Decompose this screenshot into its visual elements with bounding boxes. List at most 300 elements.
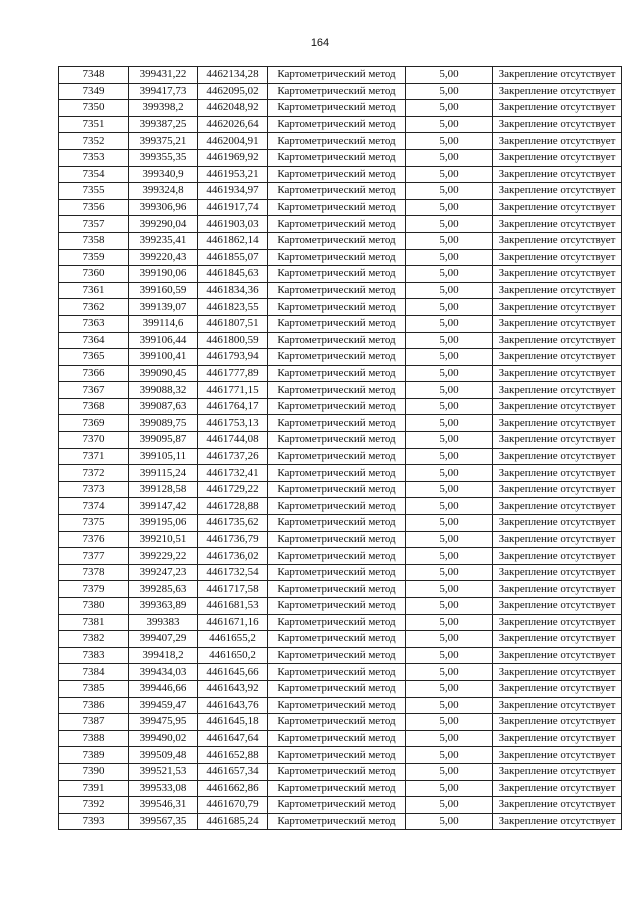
x-coordinate-cell: 399220,43: [129, 249, 198, 266]
x-coordinate-cell: 399095,87: [129, 432, 198, 449]
method-cell: Картометрический метод: [268, 598, 406, 615]
fixing-description-cell: Закрепление отсутствует: [493, 149, 622, 166]
method-cell: Картометрический метод: [268, 183, 406, 200]
point-number-cell: 7393: [59, 813, 129, 830]
table-row: [59, 730, 622, 747]
point-number-cell: 7392: [59, 797, 129, 814]
method-cell: Картометрический метод: [268, 614, 406, 631]
x-coordinate-cell: 399160,59: [129, 282, 198, 299]
y-coordinate-cell: 4461777,89: [198, 365, 268, 382]
method-cell: Картометрический метод: [268, 116, 406, 133]
method-cell: Картометрический метод: [268, 548, 406, 565]
method-cell: Картометрический метод: [268, 249, 406, 266]
point-number-cell: 7364: [59, 332, 129, 349]
y-coordinate-cell: 4461662,86: [198, 780, 268, 797]
table-row: [59, 282, 622, 299]
table-row: [59, 349, 622, 366]
x-coordinate-cell: 399521,53: [129, 763, 198, 780]
point-number-cell: 7380: [59, 598, 129, 615]
table-row: [59, 664, 622, 681]
point-number-cell: 7367: [59, 382, 129, 399]
fixing-description-cell: Закрепление отсутствует: [493, 216, 622, 233]
method-cell: Картометрический метод: [268, 133, 406, 150]
accuracy-cell: 5,00: [406, 498, 493, 515]
fixing-description-cell: Закрепление отсутствует: [493, 448, 622, 465]
method-cell: Картометрический метод: [268, 714, 406, 731]
fixing-description-cell: Закрепление отсутствует: [493, 266, 622, 283]
fixing-description-cell: Закрепление отсутствует: [493, 697, 622, 714]
fixing-description-cell: Закрепление отсутствует: [493, 83, 622, 100]
y-coordinate-cell: 4461845,63: [198, 266, 268, 283]
y-coordinate-cell: 4462048,92: [198, 100, 268, 117]
method-cell: Картометрический метод: [268, 647, 406, 664]
fixing-description-cell: Закрепление отсутствует: [493, 664, 622, 681]
y-coordinate-cell: 4461643,92: [198, 680, 268, 697]
x-coordinate-cell: 399446,66: [129, 680, 198, 697]
fixing-description-cell: Закрепление отсутствует: [493, 465, 622, 482]
fixing-description-cell: Закрепление отсутствует: [493, 614, 622, 631]
method-cell: Картометрический метод: [268, 282, 406, 299]
point-number-cell: 7358: [59, 232, 129, 249]
method-cell: Картометрический метод: [268, 365, 406, 382]
y-coordinate-cell: 4461671,16: [198, 614, 268, 631]
table-row: [59, 797, 622, 814]
coordinates-table: [58, 66, 622, 830]
x-coordinate-cell: 399475,95: [129, 714, 198, 731]
method-cell: Картометрический метод: [268, 697, 406, 714]
fixing-description-cell: Закрепление отсутствует: [493, 780, 622, 797]
method-cell: Картометрический метод: [268, 232, 406, 249]
fixing-description-cell: Закрепление отсутствует: [493, 498, 622, 515]
accuracy-cell: 5,00: [406, 349, 493, 366]
table-row: [59, 382, 622, 399]
x-coordinate-cell: 399089,75: [129, 415, 198, 432]
accuracy-cell: 5,00: [406, 448, 493, 465]
method-cell: Картометрический метод: [268, 747, 406, 764]
y-coordinate-cell: 4462004,91: [198, 133, 268, 150]
y-coordinate-cell: 4461681,53: [198, 598, 268, 615]
fixing-description-cell: Закрепление отсутствует: [493, 647, 622, 664]
method-cell: Картометрический метод: [268, 680, 406, 697]
method-cell: Картометрический метод: [268, 730, 406, 747]
accuracy-cell: 5,00: [406, 747, 493, 764]
accuracy-cell: 5,00: [406, 133, 493, 150]
table-row: [59, 149, 622, 166]
y-coordinate-cell: 4461647,64: [198, 730, 268, 747]
fixing-description-cell: Закрепление отсутствует: [493, 813, 622, 830]
fixing-description-cell: Закрепление отсутствует: [493, 382, 622, 399]
accuracy-cell: 5,00: [406, 813, 493, 830]
point-number-cell: 7349: [59, 83, 129, 100]
fixing-description-cell: Закрепление отсутствует: [493, 531, 622, 548]
accuracy-cell: 5,00: [406, 398, 493, 415]
fixing-description-cell: Закрепление отсутствует: [493, 598, 622, 615]
method-cell: Картометрический метод: [268, 332, 406, 349]
x-coordinate-cell: 399398,2: [129, 100, 198, 117]
fixing-description-cell: Закрепление отсутствует: [493, 332, 622, 349]
point-number-cell: 7378: [59, 564, 129, 581]
fixing-description-cell: Закрепление отсутствует: [493, 133, 622, 150]
fixing-description-cell: Закрепление отсутствует: [493, 100, 622, 117]
accuracy-cell: 5,00: [406, 83, 493, 100]
point-number-cell: 7377: [59, 548, 129, 565]
x-coordinate-cell: 399324,8: [129, 183, 198, 200]
accuracy-cell: 5,00: [406, 432, 493, 449]
fixing-description-cell: Закрепление отсутствует: [493, 747, 622, 764]
y-coordinate-cell: 4461732,41: [198, 465, 268, 482]
point-number-cell: 7384: [59, 664, 129, 681]
table-row: [59, 398, 622, 415]
accuracy-cell: 5,00: [406, 266, 493, 283]
method-cell: Картометрический метод: [268, 481, 406, 498]
fixing-description-cell: Закрепление отсутствует: [493, 67, 622, 84]
method-cell: Картометрический метод: [268, 382, 406, 399]
accuracy-cell: 5,00: [406, 581, 493, 598]
y-coordinate-cell: 4461862,14: [198, 232, 268, 249]
fixing-description-cell: Закрепление отсутствует: [493, 315, 622, 332]
point-number-cell: 7374: [59, 498, 129, 515]
table-row: [59, 813, 622, 830]
fixing-description-cell: Закрепление отсутствует: [493, 116, 622, 133]
fixing-description-cell: Закрепление отсутствует: [493, 398, 622, 415]
point-number-cell: 7354: [59, 166, 129, 183]
accuracy-cell: 5,00: [406, 481, 493, 498]
table-row: [59, 581, 622, 598]
accuracy-cell: 5,00: [406, 183, 493, 200]
fixing-description-cell: Закрепление отсутствует: [493, 515, 622, 532]
y-coordinate-cell: 4461670,79: [198, 797, 268, 814]
accuracy-cell: 5,00: [406, 680, 493, 697]
x-coordinate-cell: 399090,45: [129, 365, 198, 382]
fixing-description-cell: Закрепление отсутствует: [493, 249, 622, 266]
y-coordinate-cell: 4462134,28: [198, 67, 268, 84]
method-cell: Картометрический метод: [268, 465, 406, 482]
method-cell: Картометрический метод: [268, 581, 406, 598]
x-coordinate-cell: 399088,32: [129, 382, 198, 399]
accuracy-cell: 5,00: [406, 315, 493, 332]
point-number-cell: 7361: [59, 282, 129, 299]
method-cell: Картометрический метод: [268, 763, 406, 780]
table-row: [59, 249, 622, 266]
method-cell: Картометрический метод: [268, 631, 406, 648]
y-coordinate-cell: 4461771,15: [198, 382, 268, 399]
accuracy-cell: 5,00: [406, 780, 493, 797]
x-coordinate-cell: 399431,22: [129, 67, 198, 84]
x-coordinate-cell: 399106,44: [129, 332, 198, 349]
point-number-cell: 7362: [59, 299, 129, 316]
x-coordinate-cell: 399139,07: [129, 299, 198, 316]
fixing-description-cell: Закрепление отсутствует: [493, 199, 622, 216]
y-coordinate-cell: 4461917,74: [198, 199, 268, 216]
table-row: [59, 116, 622, 133]
method-cell: Картометрический метод: [268, 780, 406, 797]
table-row: [59, 714, 622, 731]
y-coordinate-cell: 4461717,58: [198, 581, 268, 598]
point-number-cell: 7391: [59, 780, 129, 797]
fixing-description-cell: Закрепление отсутствует: [493, 481, 622, 498]
table-row: [59, 465, 622, 482]
accuracy-cell: 5,00: [406, 199, 493, 216]
method-cell: Картометрический метод: [268, 531, 406, 548]
table-row: [59, 100, 622, 117]
fixing-description-cell: Закрепление отсутствует: [493, 282, 622, 299]
table-row: [59, 83, 622, 100]
table-row: [59, 680, 622, 697]
x-coordinate-cell: 399128,58: [129, 481, 198, 498]
table-row: [59, 415, 622, 432]
point-number-cell: 7385: [59, 680, 129, 697]
x-coordinate-cell: 399363,89: [129, 598, 198, 615]
x-coordinate-cell: 399114,6: [129, 315, 198, 332]
fixing-description-cell: Закрепление отсутствует: [493, 432, 622, 449]
page-number: 164: [310, 37, 330, 49]
y-coordinate-cell: 4461735,62: [198, 515, 268, 532]
table-row: [59, 697, 622, 714]
x-coordinate-cell: 399190,06: [129, 266, 198, 283]
y-coordinate-cell: 4461728,88: [198, 498, 268, 515]
y-coordinate-cell: 4461685,24: [198, 813, 268, 830]
table-row: [59, 183, 622, 200]
fixing-description-cell: Закрепление отсутствует: [493, 232, 622, 249]
method-cell: Картометрический метод: [268, 498, 406, 515]
point-number-cell: 7359: [59, 249, 129, 266]
point-number-cell: 7369: [59, 415, 129, 432]
accuracy-cell: 5,00: [406, 664, 493, 681]
x-coordinate-cell: 399509,48: [129, 747, 198, 764]
y-coordinate-cell: 4461903,03: [198, 216, 268, 233]
point-number-cell: 7351: [59, 116, 129, 133]
method-cell: Картометрический метод: [268, 299, 406, 316]
y-coordinate-cell: 4461655,2: [198, 631, 268, 648]
table-row: [59, 365, 622, 382]
x-coordinate-cell: 399285,63: [129, 581, 198, 598]
fixing-description-cell: Закрепление отсутствует: [493, 680, 622, 697]
accuracy-cell: 5,00: [406, 299, 493, 316]
y-coordinate-cell: 4461793,94: [198, 349, 268, 366]
method-cell: Картометрический метод: [268, 398, 406, 415]
accuracy-cell: 5,00: [406, 282, 493, 299]
method-cell: Картометрический метод: [268, 349, 406, 366]
y-coordinate-cell: 4461823,55: [198, 299, 268, 316]
y-coordinate-cell: 4461737,26: [198, 448, 268, 465]
x-coordinate-cell: 399340,9: [129, 166, 198, 183]
point-number-cell: 7387: [59, 714, 129, 731]
point-number-cell: 7366: [59, 365, 129, 382]
method-cell: Картометрический метод: [268, 797, 406, 814]
method-cell: Картометрический метод: [268, 813, 406, 830]
table-row: [59, 631, 622, 648]
point-number-cell: 7353: [59, 149, 129, 166]
point-number-cell: 7388: [59, 730, 129, 747]
point-number-cell: 7372: [59, 465, 129, 482]
point-number-cell: 7350: [59, 100, 129, 117]
y-coordinate-cell: 4461855,07: [198, 249, 268, 266]
x-coordinate-cell: 399434,03: [129, 664, 198, 681]
y-coordinate-cell: 4461645,66: [198, 664, 268, 681]
fixing-description-cell: Закрепление отсутствует: [493, 714, 622, 731]
coordinates-table-body: [59, 67, 622, 830]
accuracy-cell: 5,00: [406, 763, 493, 780]
x-coordinate-cell: 399418,2: [129, 647, 198, 664]
point-number-cell: 7376: [59, 531, 129, 548]
table-row: [59, 432, 622, 449]
accuracy-cell: 5,00: [406, 598, 493, 615]
table-row: [59, 647, 622, 664]
method-cell: Картометрический метод: [268, 415, 406, 432]
point-number-cell: 7356: [59, 199, 129, 216]
x-coordinate-cell: 399105,11: [129, 448, 198, 465]
fixing-description-cell: Закрепление отсутствует: [493, 631, 622, 648]
table-row: [59, 315, 622, 332]
point-number-cell: 7363: [59, 315, 129, 332]
method-cell: Картометрический метод: [268, 166, 406, 183]
table-row: [59, 199, 622, 216]
fixing-description-cell: Закрепление отсутствует: [493, 183, 622, 200]
x-coordinate-cell: 399387,25: [129, 116, 198, 133]
accuracy-cell: 5,00: [406, 697, 493, 714]
table-row: [59, 166, 622, 183]
table-row: [59, 481, 622, 498]
x-coordinate-cell: 399115,24: [129, 465, 198, 482]
y-coordinate-cell: 4461969,92: [198, 149, 268, 166]
point-number-cell: 7382: [59, 631, 129, 648]
table-row: [59, 515, 622, 532]
method-cell: Картометрический метод: [268, 67, 406, 84]
table-row: [59, 448, 622, 465]
accuracy-cell: 5,00: [406, 249, 493, 266]
method-cell: Картометрический метод: [268, 564, 406, 581]
x-coordinate-cell: 399290,04: [129, 216, 198, 233]
method-cell: Картометрический метод: [268, 515, 406, 532]
accuracy-cell: 5,00: [406, 564, 493, 581]
y-coordinate-cell: 4461834,36: [198, 282, 268, 299]
table-row: [59, 498, 622, 515]
y-coordinate-cell: 4461807,51: [198, 315, 268, 332]
accuracy-cell: 5,00: [406, 465, 493, 482]
table-row: [59, 332, 622, 349]
method-cell: Картометрический метод: [268, 315, 406, 332]
method-cell: Картометрический метод: [268, 664, 406, 681]
accuracy-cell: 5,00: [406, 166, 493, 183]
y-coordinate-cell: 4461643,76: [198, 697, 268, 714]
accuracy-cell: 5,00: [406, 631, 493, 648]
y-coordinate-cell: 4461652,88: [198, 747, 268, 764]
accuracy-cell: 5,00: [406, 797, 493, 814]
point-number-cell: 7357: [59, 216, 129, 233]
table-row: [59, 598, 622, 615]
y-coordinate-cell: 4461650,2: [198, 647, 268, 664]
x-coordinate-cell: 399490,02: [129, 730, 198, 747]
point-number-cell: 7348: [59, 67, 129, 84]
point-number-cell: 7368: [59, 398, 129, 415]
table-row: [59, 216, 622, 233]
x-coordinate-cell: 399567,35: [129, 813, 198, 830]
accuracy-cell: 5,00: [406, 714, 493, 731]
y-coordinate-cell: 4462026,64: [198, 116, 268, 133]
x-coordinate-cell: 399235,41: [129, 232, 198, 249]
fixing-description-cell: Закрепление отсутствует: [493, 299, 622, 316]
fixing-description-cell: Закрепление отсутствует: [493, 730, 622, 747]
y-coordinate-cell: 4461657,34: [198, 763, 268, 780]
x-coordinate-cell: 399533,08: [129, 780, 198, 797]
y-coordinate-cell: 4461753,13: [198, 415, 268, 432]
table-row: [59, 67, 622, 84]
table-row: [59, 763, 622, 780]
y-coordinate-cell: 4461934,97: [198, 183, 268, 200]
y-coordinate-cell: 4461800,59: [198, 332, 268, 349]
fixing-description-cell: Закрепление отсутствует: [493, 564, 622, 581]
accuracy-cell: 5,00: [406, 415, 493, 432]
x-coordinate-cell: 399087,63: [129, 398, 198, 415]
x-coordinate-cell: 399195,06: [129, 515, 198, 532]
method-cell: Картометрический метод: [268, 216, 406, 233]
accuracy-cell: 5,00: [406, 647, 493, 664]
y-coordinate-cell: 4461764,17: [198, 398, 268, 415]
y-coordinate-cell: 4461732,54: [198, 564, 268, 581]
x-coordinate-cell: 399247,23: [129, 564, 198, 581]
table-row: [59, 614, 622, 631]
x-coordinate-cell: 399229,22: [129, 548, 198, 565]
point-number-cell: 7379: [59, 581, 129, 598]
y-coordinate-cell: 4461729,22: [198, 481, 268, 498]
method-cell: Картометрический метод: [268, 199, 406, 216]
table-row: [59, 531, 622, 548]
fixing-description-cell: Закрепление отсутствует: [493, 166, 622, 183]
fixing-description-cell: Закрепление отсутствует: [493, 763, 622, 780]
point-number-cell: 7390: [59, 763, 129, 780]
table-row: [59, 564, 622, 581]
accuracy-cell: 5,00: [406, 382, 493, 399]
accuracy-cell: 5,00: [406, 730, 493, 747]
method-cell: Картометрический метод: [268, 83, 406, 100]
method-cell: Картометрический метод: [268, 149, 406, 166]
accuracy-cell: 5,00: [406, 332, 493, 349]
point-number-cell: 7365: [59, 349, 129, 366]
method-cell: Картометрический метод: [268, 432, 406, 449]
accuracy-cell: 5,00: [406, 67, 493, 84]
y-coordinate-cell: 4461953,21: [198, 166, 268, 183]
x-coordinate-cell: 399210,51: [129, 531, 198, 548]
point-number-cell: 7375: [59, 515, 129, 532]
x-coordinate-cell: 399459,47: [129, 697, 198, 714]
method-cell: Картометрический метод: [268, 448, 406, 465]
fixing-description-cell: Закрепление отсутствует: [493, 415, 622, 432]
x-coordinate-cell: 399306,96: [129, 199, 198, 216]
fixing-description-cell: Закрепление отсутствует: [493, 349, 622, 366]
y-coordinate-cell: 4461645,18: [198, 714, 268, 731]
accuracy-cell: 5,00: [406, 365, 493, 382]
accuracy-cell: 5,00: [406, 149, 493, 166]
method-cell: Картометрический метод: [268, 100, 406, 117]
x-coordinate-cell: 399383: [129, 614, 198, 631]
y-coordinate-cell: 4462095,02: [198, 83, 268, 100]
point-number-cell: 7381: [59, 614, 129, 631]
point-number-cell: 7360: [59, 266, 129, 283]
accuracy-cell: 5,00: [406, 232, 493, 249]
x-coordinate-cell: 399546,31: [129, 797, 198, 814]
point-number-cell: 7373: [59, 481, 129, 498]
table-row: [59, 133, 622, 150]
point-number-cell: 7355: [59, 183, 129, 200]
accuracy-cell: 5,00: [406, 515, 493, 532]
x-coordinate-cell: 399407,29: [129, 631, 198, 648]
x-coordinate-cell: 399355,35: [129, 149, 198, 166]
table-row: [59, 548, 622, 565]
fixing-description-cell: Закрепление отсутствует: [493, 548, 622, 565]
y-coordinate-cell: 4461736,79: [198, 531, 268, 548]
x-coordinate-cell: 399417,73: [129, 83, 198, 100]
point-number-cell: 7352: [59, 133, 129, 150]
